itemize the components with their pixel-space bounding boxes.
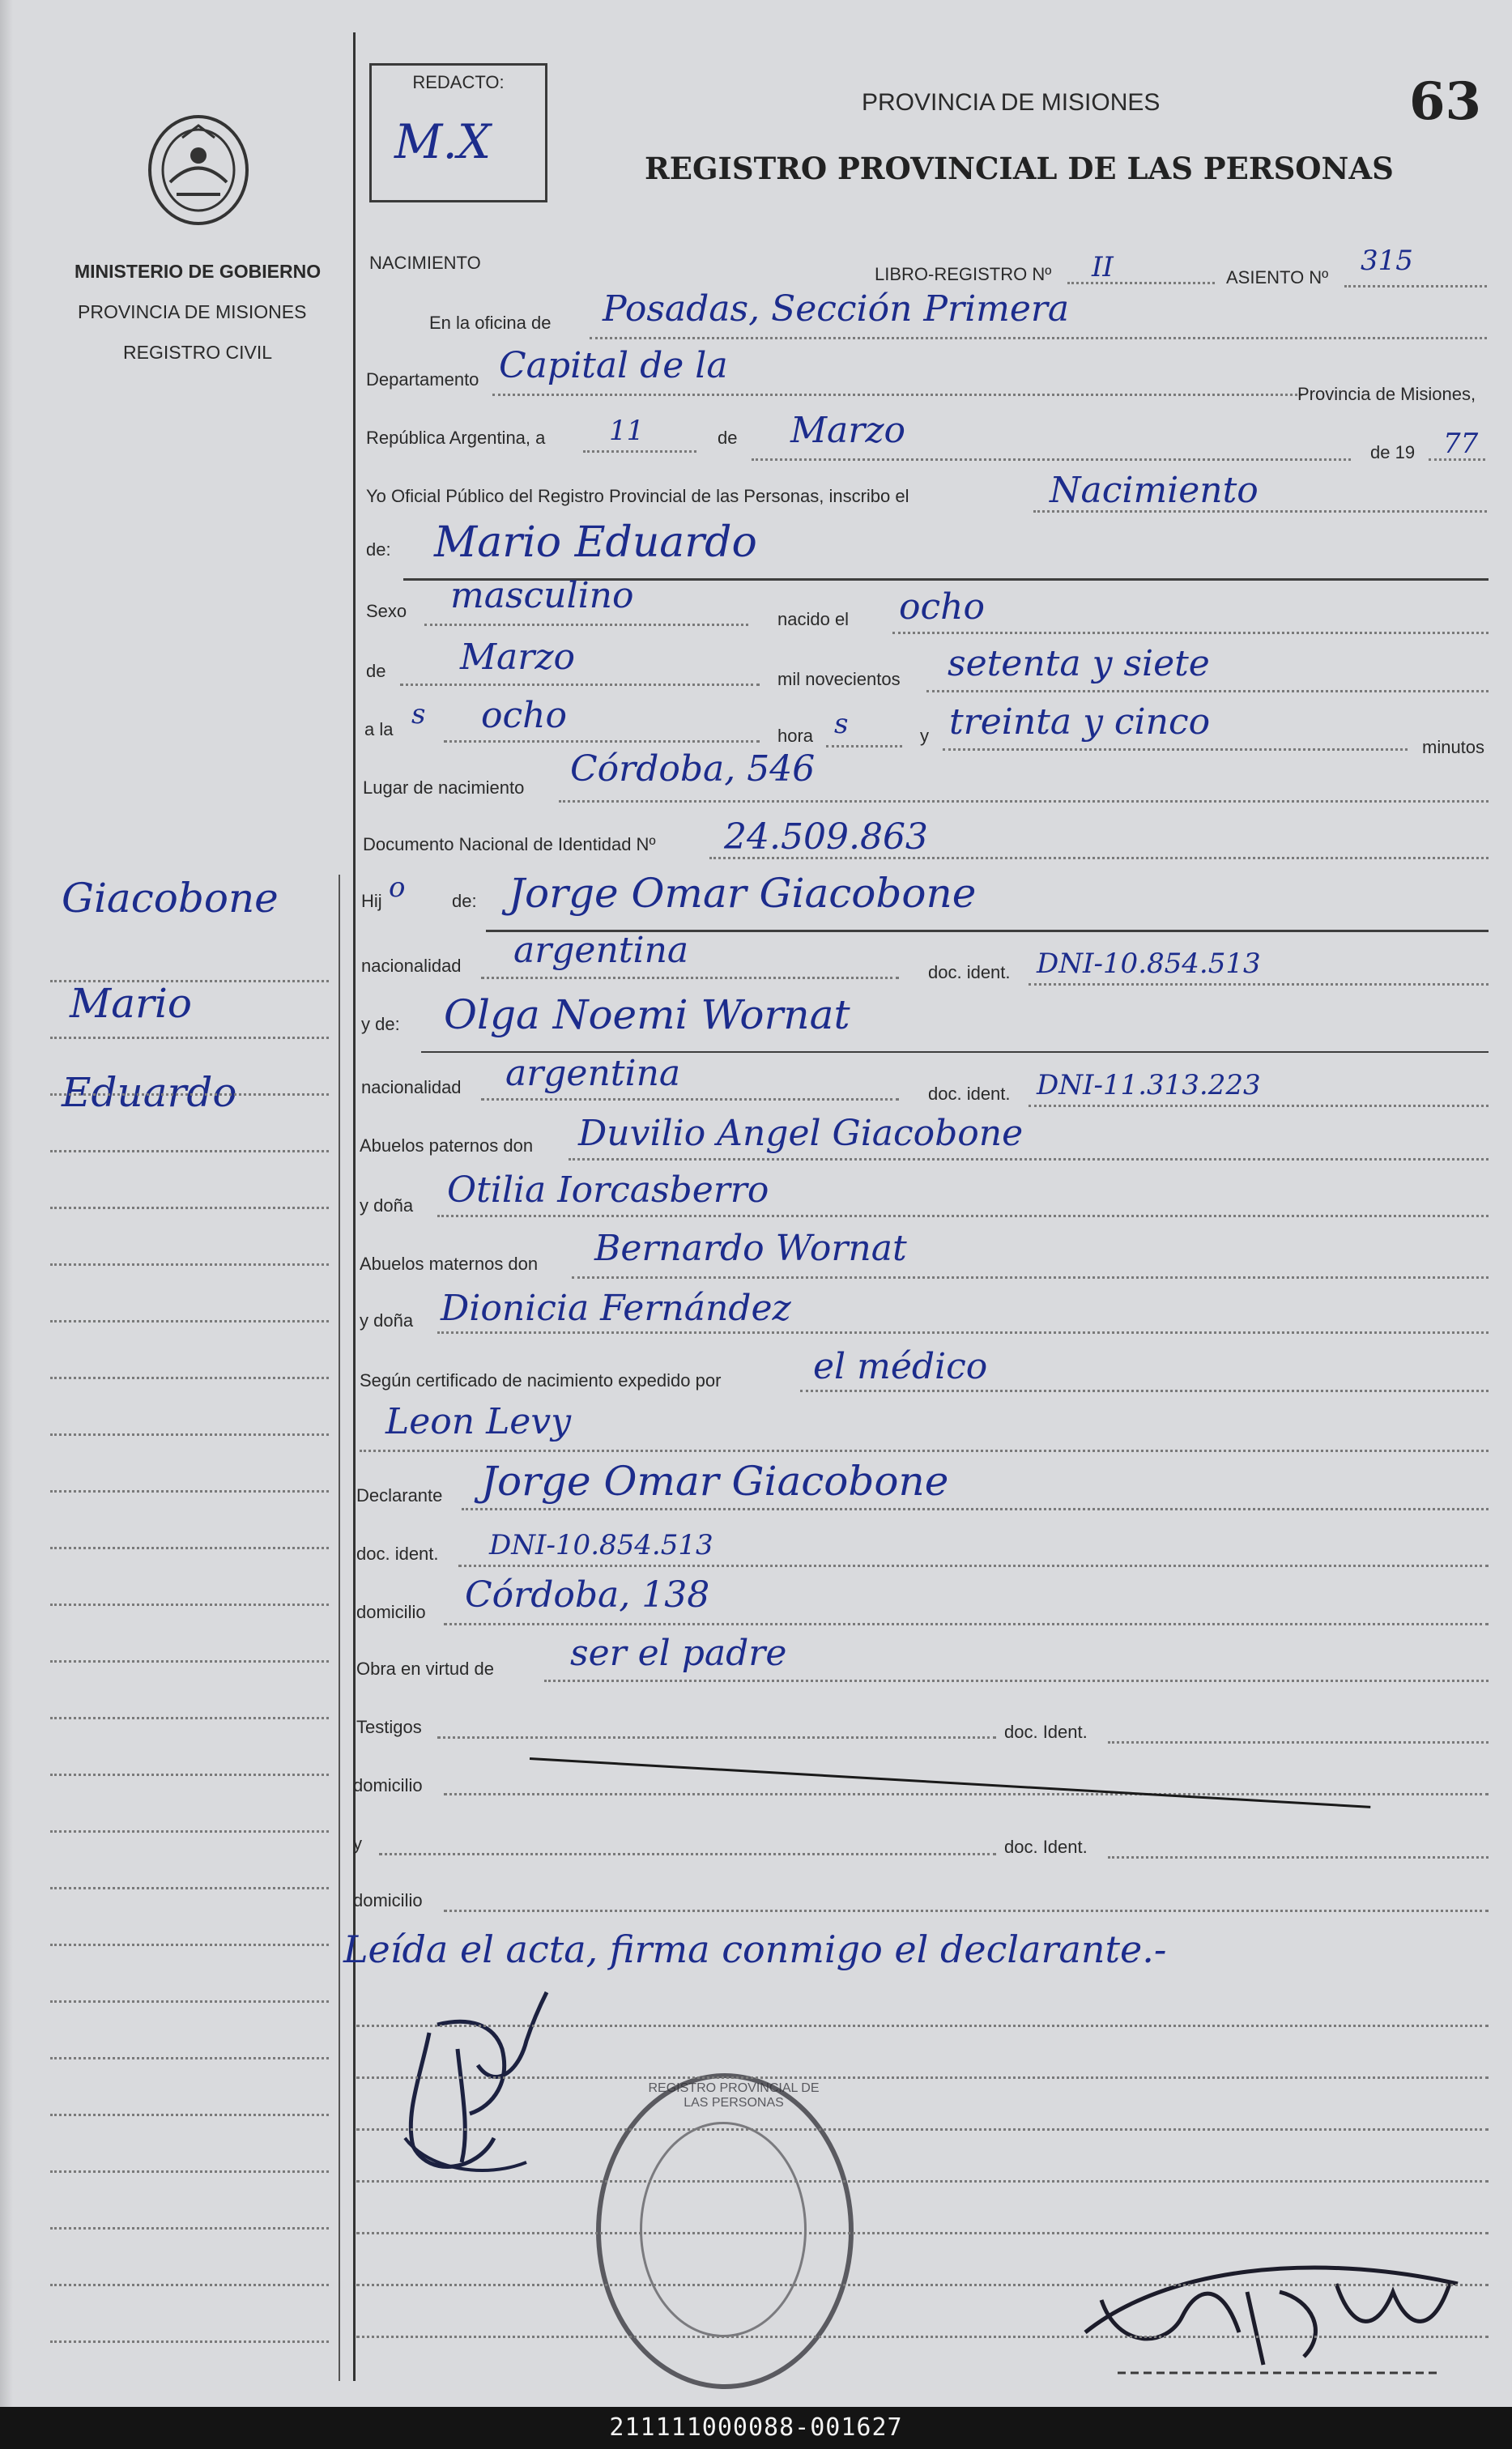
official-stamp-inner: [640, 2122, 807, 2337]
margin-ruled-line: [50, 2284, 329, 2286]
testigo-domicilio-label: domicilio: [353, 1775, 423, 1795]
margin-ruled-line: [50, 2057, 329, 2059]
departamento-line: [492, 394, 1302, 396]
certificado-line: [800, 1390, 1489, 1392]
margin-ruled-line: [50, 2340, 329, 2343]
hora-label: hora: [777, 726, 814, 746]
margin-middle-name: Eduardo: [62, 1069, 237, 1116]
redacto-initials: M.X: [394, 114, 492, 169]
body-ruled-line: [356, 2076, 1489, 2079]
footer-band: [0, 2407, 1512, 2449]
province-heading: PROVINCIA DE MISIONES: [862, 89, 1161, 116]
declarante-line: [462, 1508, 1489, 1510]
mes-line: [752, 458, 1351, 461]
anio-nac-line: [926, 690, 1489, 692]
republica-label: República Argentina, a: [366, 428, 546, 448]
madre-nac-value: argentina: [505, 1053, 681, 1094]
anio-nac-value: setenta y siete: [948, 643, 1210, 684]
declarante-doc-value: DNI-10.854.513: [489, 1529, 713, 1561]
margin-ruled-line: [50, 1320, 329, 1322]
abuela-materna-label: y doña: [360, 1310, 414, 1331]
testigo2-domicilio-line: [444, 1910, 1489, 1912]
margin-ruled-line: [50, 1604, 329, 1606]
madre-doc-line: [1029, 1105, 1489, 1107]
padre-nac-line: [481, 977, 899, 979]
abuelos-maternos-label: Abuelos maternos don: [360, 1254, 539, 1274]
nombre-label: de:: [366, 539, 391, 560]
testigo2-line: [379, 1853, 996, 1855]
padre-doc-value: DNI-10.854.513: [1037, 948, 1261, 980]
mes-value: Marzo: [790, 410, 905, 451]
redacto-box: [369, 63, 547, 202]
hora-suffix-line: [826, 745, 902, 747]
madre-label: y de:: [361, 1014, 400, 1034]
margin-ruled-line: [50, 1774, 329, 1776]
record-type-label: NACIMIENTO: [369, 253, 481, 273]
mes-nac-label: de: [366, 661, 386, 681]
body-ruled-line: [356, 2232, 1489, 2234]
ala-label: a la: [364, 719, 394, 739]
abuelos-paternos-line: [569, 1158, 1489, 1161]
margin-ruled-line: [50, 1377, 329, 1379]
padre-nac-value: argentina: [513, 930, 689, 971]
sexo-value: masculino: [450, 575, 634, 616]
margin-ruled-line: [50, 2000, 329, 2003]
margin-ruled-line: [50, 980, 329, 982]
margin-ruled-line: [50, 2114, 329, 2116]
body-ruled-line: [356, 2284, 1489, 2286]
sexo-line: [424, 624, 748, 626]
libro-value: II: [1092, 251, 1114, 283]
hora-suffix: s: [834, 708, 849, 740]
oficial-label: Yo Oficial Público del Registro Provincial de las Personas, inscribo el: [366, 486, 909, 506]
certificado-value: el médico: [813, 1346, 988, 1387]
declarant-signature: [381, 1976, 559, 2187]
de-label: de: [718, 428, 738, 448]
mes-nac-value: Marzo: [460, 637, 575, 678]
obra-label: Obra en virtud de: [356, 1659, 494, 1679]
declarante-doc-line: [458, 1565, 1489, 1567]
provincia-label: Provincia de Misiones,: [1297, 384, 1476, 404]
oficina-label: En la oficina de: [429, 313, 552, 333]
margin-first-name: Mario: [70, 980, 193, 1027]
margin-ruled-line: [50, 1887, 329, 1889]
lugar-line: [559, 800, 1489, 803]
minutos-label: minutos: [1422, 737, 1485, 757]
emblem-registry: REGISTRO CIVIL: [123, 342, 273, 363]
medico-line: [360, 1450, 1489, 1452]
hora-line: [444, 740, 760, 743]
testigo2-domicilio-label: domicilio: [353, 1890, 423, 1910]
closing-statement: Leída el acta, firma conmigo el declarante.-: [343, 1927, 1167, 1971]
body-ruled-line: [356, 2128, 1489, 2131]
departamento-label: Departamento: [366, 369, 479, 390]
dni-value: 24.509.863: [724, 816, 928, 858]
cancel-stroke: [530, 1757, 1370, 1808]
margin-divider-right: [339, 875, 340, 2381]
abuelos-maternos-line: [572, 1276, 1489, 1279]
page-number: 63: [1409, 71, 1482, 132]
obra-line: [544, 1680, 1489, 1682]
madre-value: Olga Noemi Wornat: [444, 991, 850, 1038]
libro-label: LIBRO-REGISTRO Nº: [875, 264, 1052, 284]
asiento-line: [1344, 285, 1487, 287]
domicilio-line: [444, 1623, 1489, 1625]
minutos-value: treinta y cinco: [949, 701, 1211, 743]
declarante-doc-label: doc. ident.: [356, 1544, 439, 1564]
margin-ruled-line: [50, 2227, 329, 2230]
official-stamp-text: REGISTRO PROVINCIAL DE LAS PERSONAS: [648, 2081, 820, 2110]
margin-divider-left: [353, 32, 356, 2381]
minutos-line: [943, 748, 1408, 751]
oficina-line: [590, 337, 1487, 339]
testigo2-doc-label: doc. Ident.: [1004, 1837, 1088, 1857]
testigos-doc-line: [1108, 1741, 1489, 1744]
testigos-doc-label: doc. Ident.: [1004, 1722, 1088, 1742]
medico-value: Leon Levy: [385, 1401, 572, 1442]
margin-ruled-line: [50, 1207, 329, 1209]
anio-value: 77: [1443, 428, 1479, 460]
abuelos-paternos-value: Duvilio Angel Giacobone: [578, 1113, 1024, 1154]
officer-signature: [1069, 2235, 1474, 2397]
dia-value: 11: [609, 415, 645, 447]
declarante-value: Jorge Omar Giacobone: [481, 1458, 949, 1505]
abuela-materna-value: Dionicia Fernández: [441, 1288, 791, 1329]
testigo-domicilio-line: [444, 1793, 1489, 1795]
body-ruled-line: [356, 2180, 1489, 2183]
declarante-label: Declarante: [356, 1485, 443, 1506]
madre-doc-value: DNI-11.313.223: [1037, 1069, 1261, 1101]
nacido-line: [892, 632, 1489, 634]
nacido-value: ocho: [899, 586, 985, 628]
inscribe-value: Nacimiento: [1050, 470, 1259, 511]
dia-line: [583, 450, 696, 453]
registry-title: REGISTRO PROVINCIAL DE LAS PERSONAS: [645, 151, 1394, 186]
madre-nac-label: nacionalidad: [361, 1077, 462, 1097]
margin-ruled-line: [50, 1944, 329, 1946]
ala-suffix: s: [411, 698, 426, 730]
testigos-label: Testigos: [356, 1717, 422, 1737]
page-edge: [0, 0, 13, 2407]
margin-ruled-line: [50, 1263, 329, 1266]
margin-ruled-line: [50, 1717, 329, 1719]
province-coat-of-arms-icon: [138, 105, 259, 235]
domicilio-value: Córdoba, 138: [465, 1574, 710, 1616]
oficina-value: Posadas, Sección Primera: [603, 288, 1070, 330]
asiento-label: ASIENTO Nº: [1226, 267, 1329, 287]
abuela-paterna-label: y doña: [360, 1195, 414, 1216]
abuela-materna-line: [437, 1331, 1489, 1334]
certificado-label: Según certificado de nacimiento expedido por: [360, 1370, 722, 1391]
abuelos-paternos-label: Abuelos paternos don: [360, 1135, 534, 1156]
libro-line: [1067, 282, 1215, 284]
abuela-paterna-line: [437, 1215, 1489, 1217]
lugar-value: Córdoba, 546: [570, 748, 816, 790]
padre-doc-line: [1029, 983, 1489, 986]
testigos-line: [437, 1736, 996, 1739]
domicilio-label: domicilio: [356, 1602, 426, 1622]
margin-ruled-line: [50, 1150, 329, 1152]
mes-nac-line: [400, 684, 760, 686]
margin-surname: Giacobone: [62, 875, 279, 922]
margin-ruled-line: [50, 1093, 329, 1096]
body-ruled-line: [356, 2025, 1489, 2027]
margin-ruled-line: [50, 1547, 329, 1549]
nombre-value: Mario Eduardo: [434, 518, 757, 567]
hora-value: ocho: [481, 695, 567, 736]
margin-ruled-line: [50, 1037, 329, 1039]
margin-ruled-line: [50, 1490, 329, 1493]
body-ruled-line: [356, 2336, 1489, 2338]
margin-ruled-line: [50, 2170, 329, 2173]
testigo2-label: y: [353, 1834, 362, 1854]
emblem-province: PROVINCIA DE MISIONES: [78, 301, 307, 322]
document-identifier: 211111000088-001627: [609, 2413, 903, 2442]
obra-value: ser el padre: [570, 1633, 787, 1674]
sexo-label: Sexo: [366, 601, 407, 621]
anio-label: de 19: [1370, 442, 1416, 462]
madre-nac-line: [481, 1098, 899, 1101]
padre-doc-label: doc. ident.: [928, 962, 1011, 982]
asiento-value: 315: [1361, 245, 1413, 277]
margin-ruled-line: [50, 1433, 329, 1436]
madre-doc-label: doc. ident.: [928, 1084, 1011, 1104]
hijo-suffix: o: [389, 871, 406, 904]
hijo-label: Hij: [361, 891, 382, 911]
emblem-ministry: MINISTERIO DE GOBIERNO: [75, 261, 322, 282]
padre-value: Jorge Omar Giacobone: [509, 870, 977, 917]
abuelos-maternos-value: Bernardo Wornat: [594, 1228, 907, 1269]
margin-ruled-line: [50, 1660, 329, 1663]
dni-label: Documento Nacional de Identidad Nº: [363, 834, 656, 854]
hijo-de-label: de:: [452, 891, 477, 911]
abuela-paterna-value: Otilia Iorcasberro: [447, 1169, 769, 1211]
padre-nac-label: nacionalidad: [361, 956, 462, 976]
mil-label: mil novecientos: [777, 669, 901, 689]
departamento-value: Capital de la: [499, 345, 728, 386]
testigo2-doc-line: [1108, 1856, 1489, 1859]
nacido-label: nacido el: [777, 609, 850, 629]
margin-ruled-line: [50, 1830, 329, 1833]
redacto-label: REDACTO:: [412, 72, 505, 92]
lugar-label: Lugar de nacimiento: [363, 777, 525, 798]
y-label: y: [920, 726, 929, 746]
